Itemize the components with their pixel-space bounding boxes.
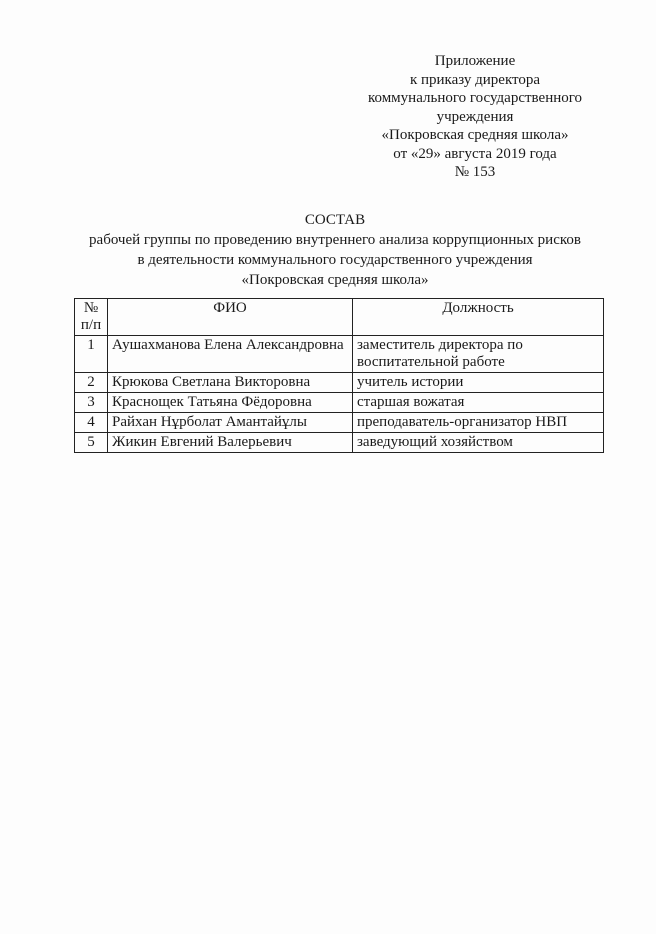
table-row <box>75 373 604 393</box>
document-title <box>40 210 630 290</box>
appendix-line: коммунального государственного <box>367 90 583 106</box>
header-name: ФИО <box>108 299 353 336</box>
appendix-line: учреждения <box>436 108 514 125</box>
members-table <box>74 298 604 453</box>
table-row <box>75 336 604 373</box>
row-num: 2 <box>75 373 108 393</box>
row-position: учитель истории <box>353 373 604 393</box>
row-name: Краснощек Татьяна Фёдоровна <box>108 393 353 413</box>
table-row <box>75 433 604 453</box>
table-header-row <box>75 299 604 336</box>
row-num: 5 <box>75 433 108 453</box>
appendix-line: «Покровская средняя школа» <box>381 127 569 143</box>
appendix-header <box>340 52 610 182</box>
row-name: Райхан Нұрболат Амантайұлы <box>108 413 353 433</box>
row-num: 3 <box>75 393 108 413</box>
row-position: заведующий хозяйством <box>353 433 604 453</box>
table-row <box>75 393 604 413</box>
row-num: 1 <box>75 336 108 373</box>
row-name: Аушахманова Елена Александровна <box>108 336 353 373</box>
row-position: преподаватель-организатор НВП <box>353 413 604 433</box>
title-line: в деятельности коммунального государственного учреждения <box>137 252 533 268</box>
row-position: старшая вожатая <box>353 393 604 413</box>
header-num: № п/п <box>75 299 108 336</box>
row-name: Жикин Евгений Валерьевич <box>108 433 353 453</box>
appendix-line: к приказу директора <box>409 71 541 88</box>
appendix-line: от «29» августа 2019 года <box>393 145 557 162</box>
header-position: Должность <box>353 299 604 336</box>
row-num: 4 <box>75 413 108 433</box>
table-row <box>75 413 604 433</box>
row-name: Крюкова Светлана Викторовна <box>108 373 353 393</box>
row-position: заместитель директора по воспитательной работе <box>353 336 604 373</box>
appendix-line: № 153 <box>454 164 496 180</box>
appendix-line: Приложение <box>434 53 516 69</box>
title-heading: СОСТАВ <box>304 212 366 228</box>
title-line: «Покровская средняя школа» <box>241 272 429 288</box>
title-line: рабочей группы по проведению внутреннего анализа коррупционных рисков <box>89 232 581 248</box>
